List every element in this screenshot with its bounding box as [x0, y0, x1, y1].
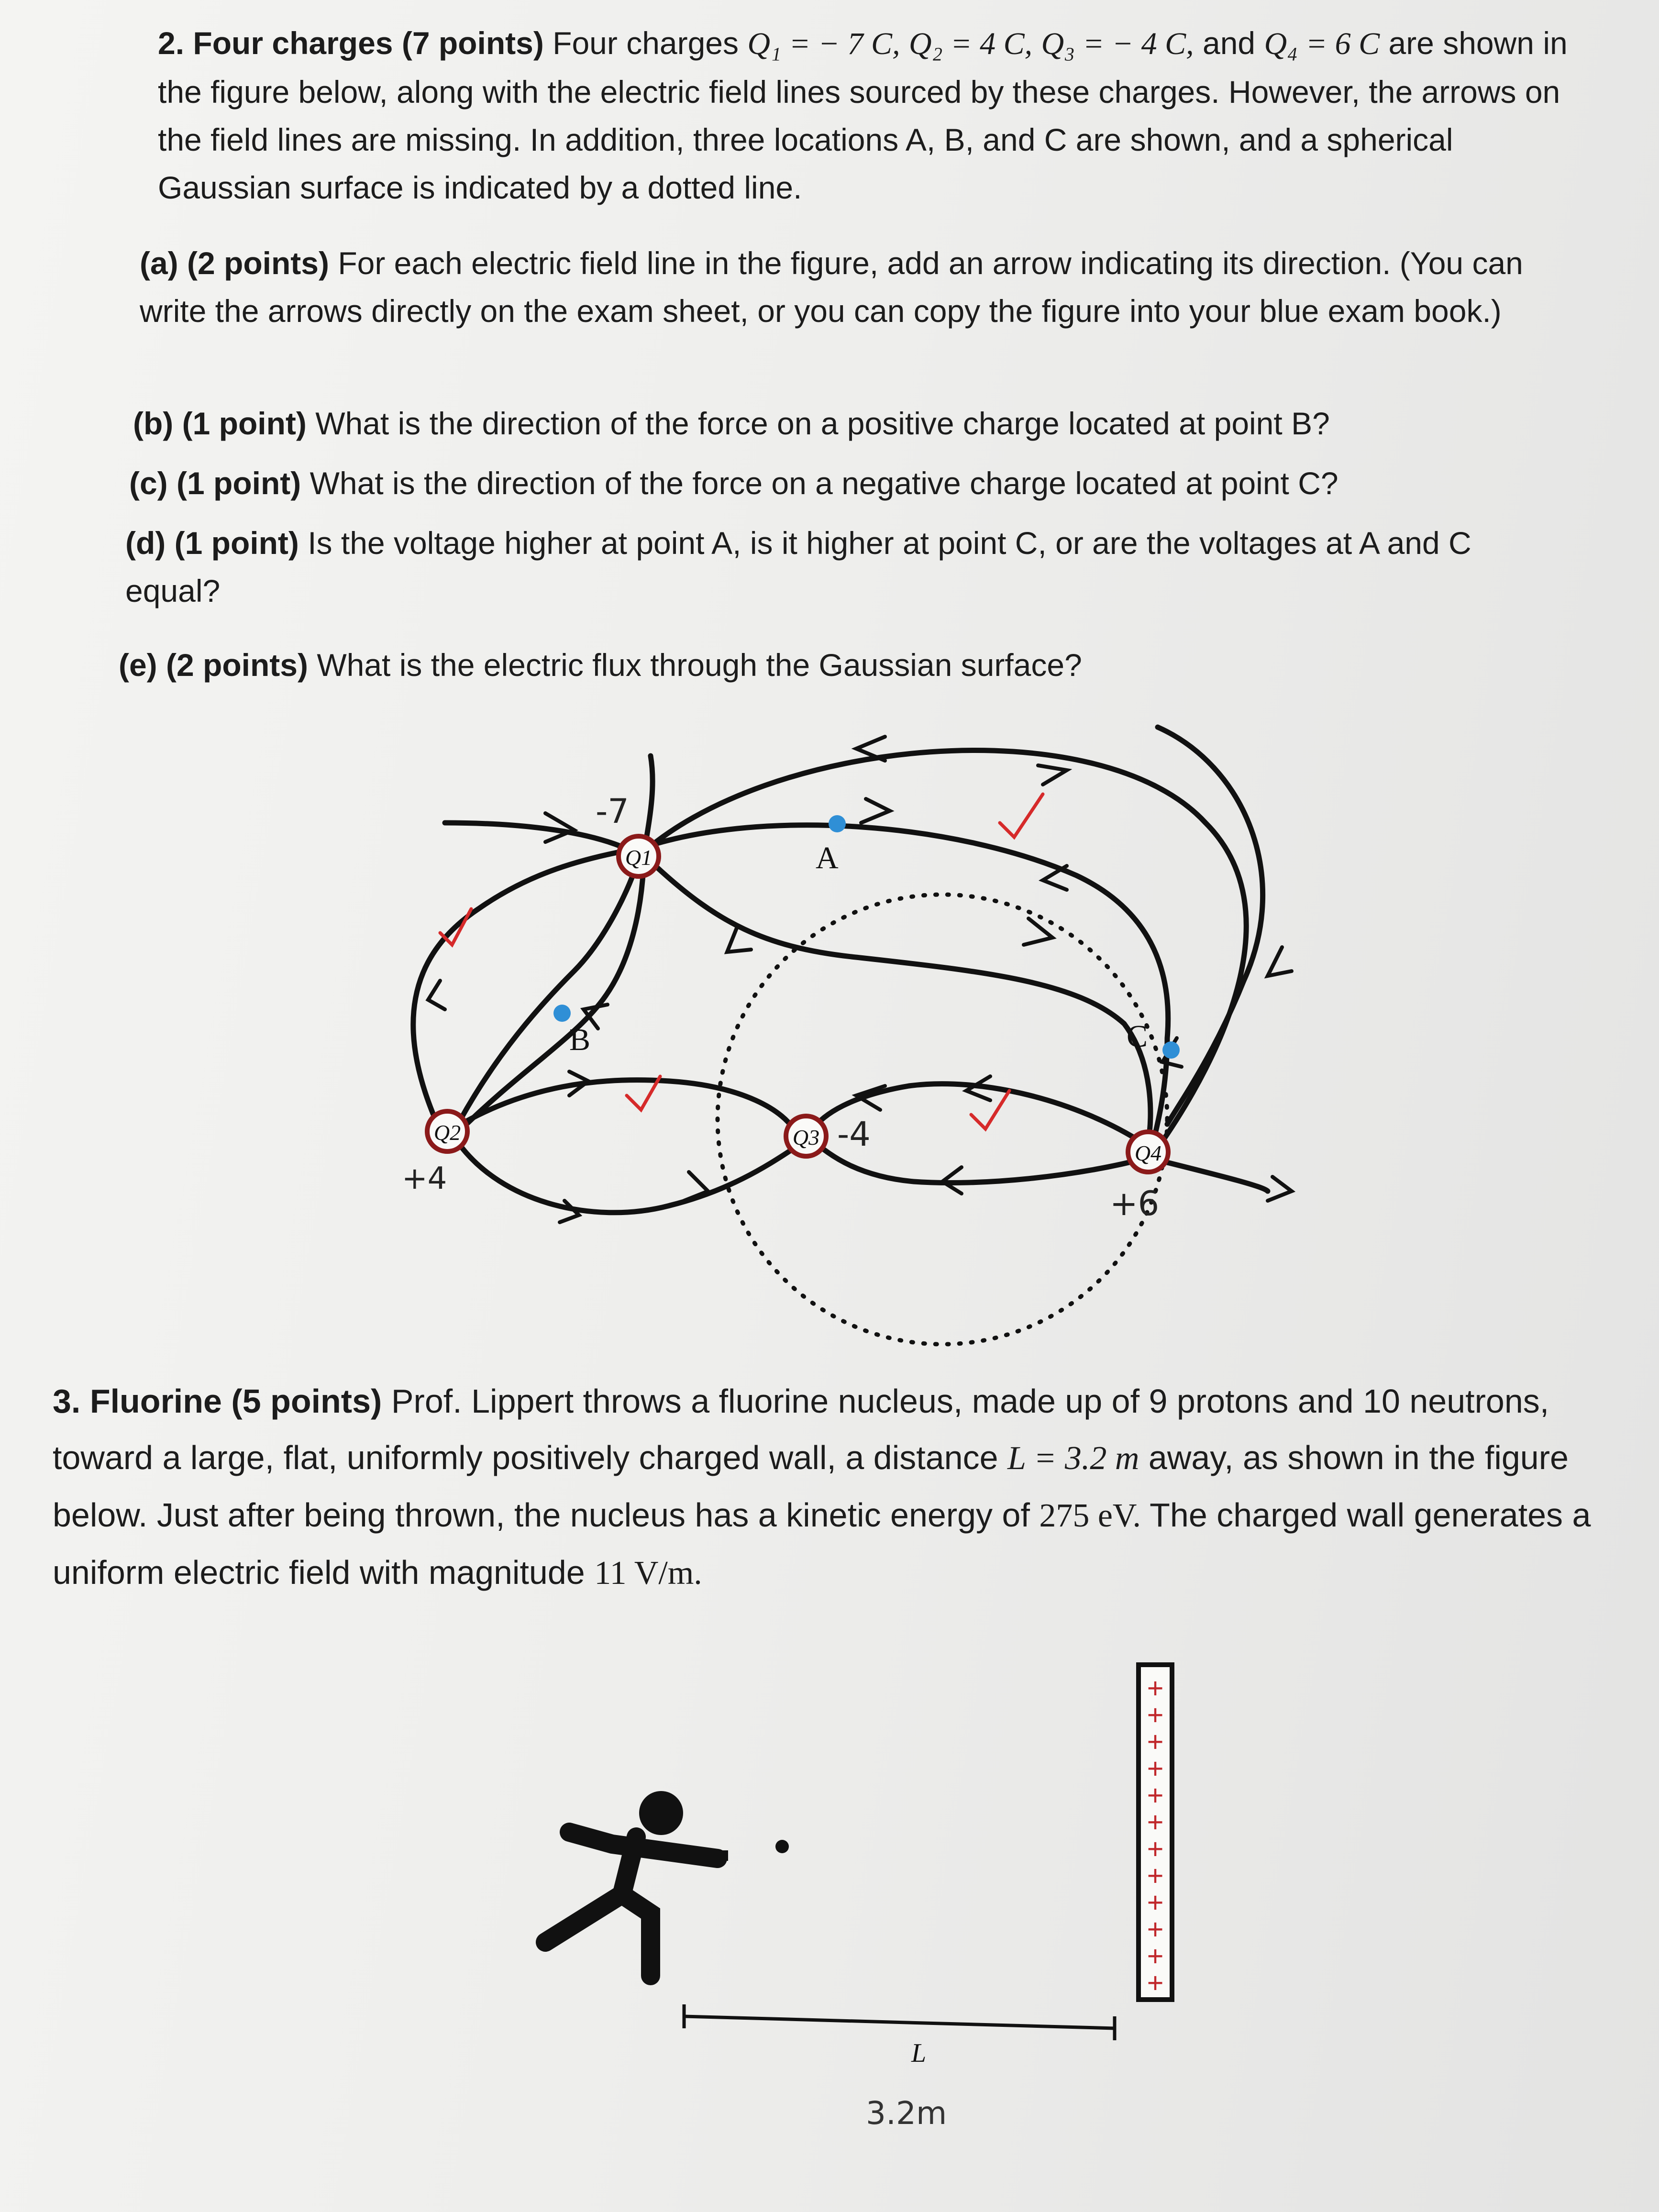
field-line-q1-c [646, 825, 1168, 1143]
wall-plus-sign: + [1147, 1887, 1164, 1919]
problem-2-intro-post: are shown in the figure below, along with the electric field lines sourced by these charges. However, the arrows on the field lines are missing. In addition, three locations A, B, and C are shown, and a spherical Gaussian surface is indicated by a dotted line. [158, 25, 1568, 205]
and-word: and [1203, 25, 1256, 61]
wall-plus-sign: + [1147, 1860, 1164, 1892]
charge-q1-label: Q1 [625, 845, 653, 870]
field-line-q1-q4-inner [655, 866, 1150, 1143]
handwritten-q1: -7 [596, 792, 629, 831]
arrow-15 [1268, 1177, 1292, 1201]
wall-plus-sign: + [1147, 1940, 1164, 1973]
charge-q1 [619, 836, 659, 876]
wall-plus-sign: + [1147, 1806, 1164, 1839]
part-b-label: (b) (1 point) [133, 406, 307, 441]
part-d-text: Is the voltage higher at point A, is it higher at point C, or are the voltages at A and C equal? [125, 525, 1471, 608]
handwritten-q2: +4 [402, 1161, 447, 1196]
handwritten-q4: +6 [1110, 1184, 1160, 1223]
arrow-12 [560, 1201, 579, 1222]
thrower-hand [718, 1850, 728, 1861]
part-e-text: What is the electric flux through the Gaussian surface? [317, 647, 1082, 683]
charge-q2 [427, 1111, 467, 1151]
point-b-marker [553, 1005, 571, 1022]
field-line-q1-up [646, 756, 653, 842]
part-d-label: (d) (1 point) [125, 525, 299, 561]
wall-plus-sign: + [1147, 1967, 1164, 2000]
charge-q3-label: Q3 [792, 1125, 820, 1150]
wall-plus-sign: + [1147, 1726, 1164, 1759]
check-mark-1 [1000, 794, 1043, 837]
fluorine-nucleus [775, 1840, 789, 1853]
charge-q2-label: Q2 [433, 1120, 461, 1145]
handwritten-q3: -4 [837, 1115, 871, 1154]
problem-3-title: Fluorine (5 points) [89, 1382, 382, 1420]
wall-plus-sign: + [1147, 1699, 1164, 1732]
charge-q4-label: Q4 [1134, 1141, 1162, 1165]
part-e-label: (e) (2 points) [119, 647, 308, 683]
field-line-q4-east [1167, 1162, 1268, 1191]
problem-3-text-2: away, as shown in the figure below. Just after being thrown, the nucleus has a kinetic energy of [53, 1439, 1569, 1534]
q1-value: Q₁ = − 7 C, [747, 26, 900, 61]
q3-value: Q₃ = − 4 C, [1041, 26, 1194, 61]
arrow-5 [1024, 918, 1052, 945]
kinetic-energy-value: 275 eV. [1039, 1497, 1141, 1534]
problem-3-text-1: Prof. Lippert throws a fluorine nucleus, made up of 9 protons and 10 neutrons, toward a large, flat, uniformly positively charged wall, a distance [53, 1382, 1549, 1476]
q2-value: Q₂ = 4 C, [908, 26, 1033, 61]
point-a-marker [829, 815, 846, 832]
charge-q3 [786, 1116, 826, 1156]
problem-2-number: 2. [158, 25, 185, 61]
part-c-label: (c) (1 point) [129, 465, 301, 501]
arrow-3 [861, 799, 890, 823]
distance-label: L [911, 2038, 927, 2068]
problem-3-number: 3. [53, 1382, 81, 1420]
point-c-label: C [1127, 1019, 1148, 1054]
handwritten-distance: 3.2m [866, 2095, 947, 2132]
part-b-text: What is the direction of the force on a positive charge located at point B? [315, 406, 1330, 441]
point-a-label: A [816, 841, 839, 875]
distance-expression: L = 3.2 m [1007, 1440, 1139, 1477]
problem-3-statement [53, 1373, 1607, 1602]
q4-value: Q₄ = 6 C [1264, 26, 1380, 61]
charged-wall [1139, 1665, 1172, 2000]
wall-plus-sign: + [1147, 1780, 1164, 1812]
wall-plus-sign: + [1147, 1833, 1164, 1866]
thrower-right-leg [622, 1894, 651, 1976]
red-check-marks [440, 794, 1043, 1129]
problem-2-title: Four charges (7 points) [193, 25, 544, 61]
charge-q4 [1128, 1132, 1168, 1172]
part-a-text: For each electric field line in the figure, add an arrow indicating its direction. (You can write the arrows directly on the exam sheet, or you can copy the figure into your blue exam book.) [140, 245, 1523, 329]
field-line-q2-q3-lower [457, 1141, 794, 1213]
arrow-4 [1038, 765, 1067, 785]
thrower-head [639, 1791, 683, 1835]
distance-bar [684, 2004, 1115, 2040]
arrow-9 [428, 981, 445, 1009]
thrower-left-leg [545, 1894, 622, 1942]
wall-plus-sign: + [1147, 1913, 1164, 1946]
wall-plus-sign: + [1147, 1672, 1164, 1705]
wall-plus-sign: + [1147, 1753, 1164, 1785]
point-b-label: B [569, 1022, 591, 1057]
arrow-16 [1268, 947, 1292, 976]
part-c-text: What is the direction of the force on a negative charge located at point C? [310, 465, 1338, 501]
problem-2-intro-pre: Four charges [553, 25, 739, 61]
part-a-label: (a) (2 points) [140, 245, 329, 281]
field-magnitude-value: 11 V/m. [594, 1555, 702, 1592]
thrower-figure [545, 1791, 728, 1976]
point-c-marker [1162, 1041, 1180, 1059]
problem-3-text-3: The charged wall generates a uniform electric field with magnitude [53, 1496, 1591, 1591]
